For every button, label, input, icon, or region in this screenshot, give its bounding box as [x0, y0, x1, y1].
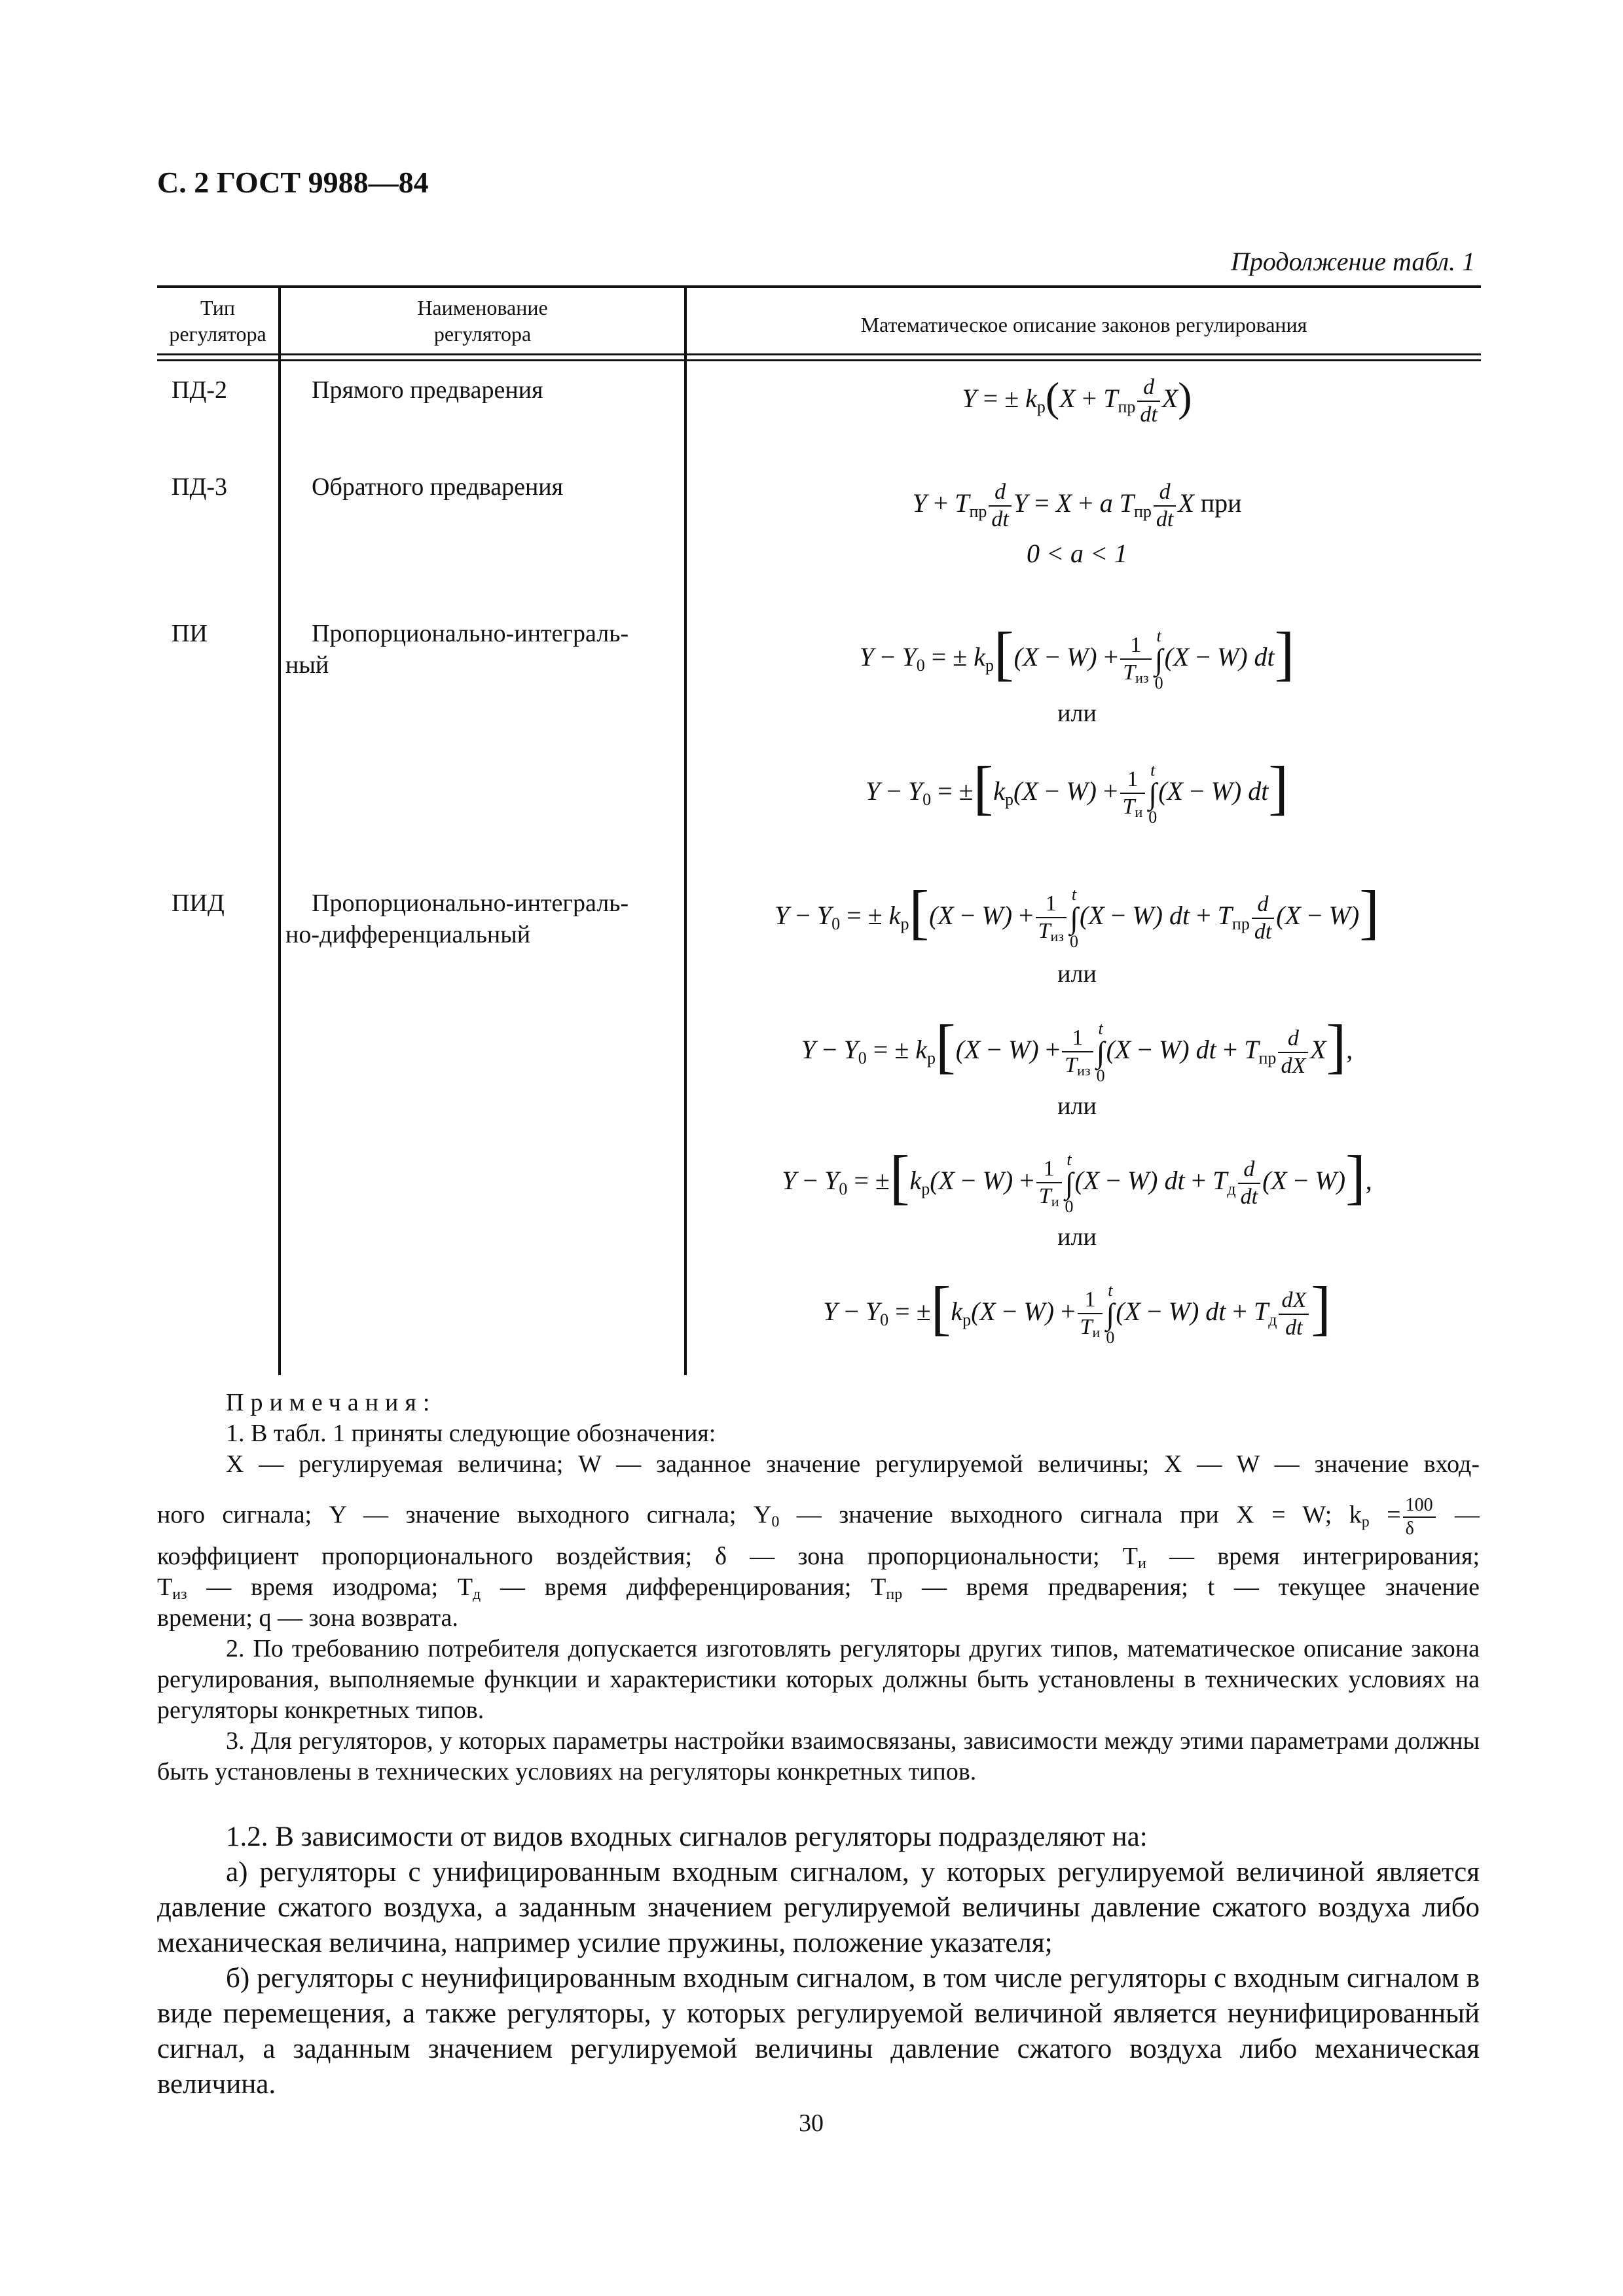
- notes-heading: Примечания:: [226, 1389, 437, 1416]
- note-1: 1. В табл. 1 приняты следующие обозначения:: [226, 1420, 716, 1447]
- table-continuation-label: Продолжение табл. 1: [1230, 247, 1475, 276]
- formula-or-1: или: [1057, 700, 1097, 727]
- row-pid-name: Пропорционально-интеграль- но-дифференциальный: [285, 889, 629, 948]
- formula-pi-1: $Y - Y_0$ = ± $k_р[(X - W)$ + $\frac{1}{T_{из}}$ t ∫ 0 (X − W) dt]: [859, 620, 1295, 692]
- formula-pd3-condition: 0 < a < 1: [1027, 539, 1127, 568]
- table-top-rule: [157, 285, 1481, 288]
- page-header: С. 2 ГОСТ 9988—84: [157, 166, 429, 199]
- row-pd3-name: Обратного предварения: [312, 473, 564, 501]
- row-pi-type: ПИ: [172, 620, 208, 647]
- row-pd3-type: ПД-3: [172, 473, 228, 501]
- note-1-definitions-line-2: ного сигнала; Y — значение выходного сигнала; $Y_0$ — значение выходного сигнала при X = W; $k_р$ = $\frac{100}{\delta}$ —: [157, 1495, 1480, 1539]
- column-header-name: Наименование регулятора: [417, 296, 548, 346]
- row-pd2-type: ПД-2: [172, 376, 228, 404]
- note-1-definitions-line-3: коэффициент пропорционального воздействия; δ — зона пропорциональности; $T_и$ — время интегрирования;: [157, 1543, 1480, 1572]
- note-3: 3. Для регуляторов, у которых параметры настройки взаимосвязаны, зависимости между этими параметрами должны быть установлены в технических условиях на регуляторы конкретных типов.: [157, 1727, 1480, 1785]
- section-1-2-item-b: б) регуляторы с неунифицированным входным сигналом, в том числе регуляторы с входным сигналом в виде перемещения, а также регуляторы, у которых регулируемой величиной является неунифицированный сигнал, а заданным значением регулируемой величины давление сжатого воздуха либо механическая величина.: [157, 1963, 1480, 2100]
- formula-pid-1: $Y - Y_0$ = ± $k_р[(X - W)$ + $\frac{1}{T_{из}}$ t ∫ 0 (X − W) dt + $T_{пр}$ $\frac{d}{dt}$ (X − W)]: [775, 878, 1379, 951]
- table-column-divider-1: [278, 285, 281, 1375]
- formula-pid-4: $Y - Y_0 = \pm[k_р(X - W)$ + $\frac{1}{T_и}$ t ∫ 0 (X − W) dt + $T_д$ $\frac{dX}{dt}$ ]: [823, 1274, 1331, 1347]
- note-1-definitions-line-1: X — регулируемая величина; W — заданное значение регулируемой величины; X — W — значение вход-: [226, 1450, 1480, 1478]
- table-header-rule-2: [157, 359, 1481, 361]
- column-header-type: Тип регулятора: [169, 296, 266, 346]
- formula-pd2: Y = ± $k_р(X + T_{пр}$ $\frac{d}{dt}$ X): [962, 374, 1192, 427]
- note-1-definitions-line-5: времени; q — зона возврата.: [157, 1604, 458, 1632]
- section-1-2-intro: 1.2. В зависимости от видов входных сигналов регуляторы подразделяют на:: [226, 1821, 1148, 1852]
- formula-pd3: $Y + T_{пр}$ $\frac{d}{dt}$ Y = X + a $T_{пр}$ $\frac{d}{dt}$ X при: [912, 480, 1242, 531]
- page-number: 30: [799, 2109, 824, 2137]
- table-header-rule-1: [157, 353, 1481, 355]
- row-pi-name: Пропорционально-интеграль- ный: [285, 620, 629, 679]
- note-1-definitions-line-4: $T_{из}$ — время изодрома; $T_д$ — время дифференцирования; $T_{пр}$ — время предварения; t — текущее значение: [157, 1573, 1480, 1603]
- table-column-divider-2: [684, 285, 687, 1375]
- row-pid-type: ПИД: [172, 889, 225, 917]
- formula-pi-2: $Y - Y_0 = \pm[k_р(X - W)$ + $\frac{1}{T_и}$ t ∫ 0 (X − W) dt]: [866, 754, 1288, 827]
- formula-or-3: или: [1057, 1092, 1097, 1120]
- section-1-2-item-a: а) регуляторы с унифицированным входным сигналом, у которых регулируемой величиной является давление сжатого воздуха, а заданным значением регулируемой величины давление сжатого воздуха либо механическая величина, например усилие пружины, положение указателя;: [157, 1857, 1480, 1958]
- formula-or-2: или: [1057, 960, 1097, 988]
- column-header-description: Математическое описание законов регулирования: [860, 313, 1307, 336]
- row-pd2-name: Прямого предварения: [312, 376, 543, 404]
- formula-pid-2: $Y - Y_0$ = ± $k_р[(X - W)$ + $\frac{1}{T_{из}}$ t ∫ 0 (X − W) dt + $T_{пр}$ $\frac{d}{dX}$ X],: [801, 1013, 1353, 1085]
- formula-pid-3: $Y - Y_0 = \pm[k_р(X - W)$ + $\frac{1}{T_и}$ t ∫ 0 (X − W) dt + $T_д$ $\frac{d}{dt}$ (X − W)],: [782, 1143, 1372, 1216]
- formula-or-4: или: [1057, 1223, 1097, 1251]
- note-2: 2. По требованию потребителя допускается изготовлять регуляторы других типов, математическое описание закона регулирования, выполняемые функции и характеристики которых должны быть установлены в технических условиях на регуляторы конкретных типов.: [157, 1635, 1480, 1724]
